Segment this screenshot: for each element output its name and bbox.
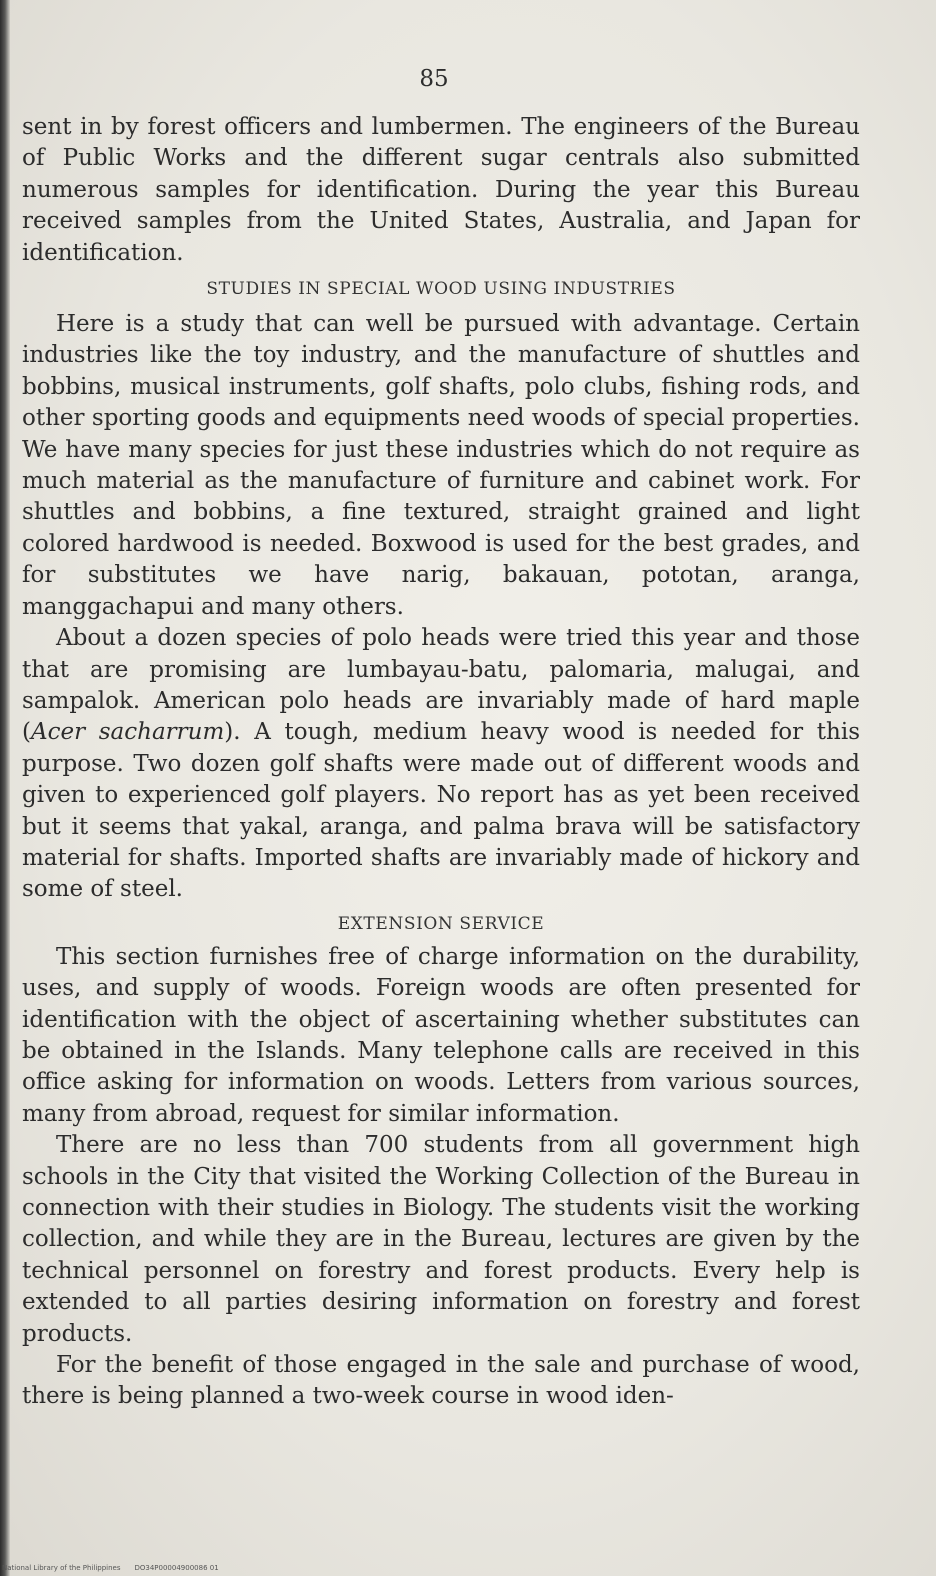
page-content bbox=[22, 112, 860, 1413]
scan-footer bbox=[2, 1564, 219, 1572]
paragraph-extension-3: For the benefit of those engaged in the sale and purchase of wood, there is being planned a two-week course in wood iden- bbox=[22, 1352, 860, 1410]
paragraph-special-wood-1: Here is a study that can well be pursued with advantage. Certain industries like the toy industry, and the manufacture of shuttles and bobbins, musical instruments, golf shafts, polo clubs, fishing rods, and other sporting goods and equipments need woods of special properties. We have many species for just these industries which do not require as much material as the manufacture of furniture and cabinet work. For shuttles and bobbins, a fine textured, straight grained and light colored hardwood is needed. Boxwood is used for the best grades, and for substitutes we have narig, bakauan, pototan, aranga, manggachapui and many others. bbox=[22, 311, 860, 620]
paragraph-polo-golf-text-a: About a dozen species of polo heads were tried this year and those that are promising are lumbayau-batu, palomaria, malugai, and sampalok. American polo heads are invariably made of hard maple ( bbox=[22, 625, 860, 746]
paragraph-continued: sent in by forest officers and lumbermen. The engineers of the Bureau of Public Works and the different sugar centrals also submitted numerous samples for identification. During the year this Bureau received samples from the United States, Australia, and Japan for identification. bbox=[22, 114, 860, 266]
species-name-italic: Acer sacharrum bbox=[30, 719, 225, 746]
paragraph-polo-golf-text-b: ). A tough, medium heavy wood is needed for this purpose. Two dozen golf shafts were made out of different woods and given to experienced golf players. No report has as yet been received but it seems that yakal, aranga, and palma brava will be satisfactory material for shafts. Imported shafts are invariably made of hickory and some of steel. bbox=[22, 719, 860, 903]
section-heading-extension-service: EXTENSION SERVICE bbox=[337, 913, 545, 934]
footer-library: National Library of the Philippines bbox=[2, 1564, 121, 1572]
paragraph-polo-golf bbox=[22, 623, 860, 906]
book-spine-shadow bbox=[0, 0, 10, 1576]
footer-code: DO34P00004900086 01 bbox=[134, 1564, 219, 1572]
section-heading-special-wood: STUDIES IN SPECIAL WOOD USING INDUSTRIES bbox=[206, 279, 676, 300]
paragraph-extension-1: This section furnishes free of charge information on the durability, uses, and supply of woods. Foreign woods are often presented for identification with the object of ascertaining whether substitutes can be obtained in the Islands. Many telephone calls are received in this office asking for information on woods. Letters from various sources, many from abroad, request for similar information. bbox=[22, 943, 860, 1127]
page-number: 85 bbox=[419, 66, 449, 92]
paragraph-extension-2: There are no less than 700 students from all government high schools in the City that visited the Working Collection of the Bureau in connection with their studies in Biology. The students visit the working collection, and while they are in the Bureau, lectures are given by the technical personnel on forestry and forest products. Every help is extended to all parties desiring information on forestry and forest products. bbox=[22, 1132, 860, 1347]
